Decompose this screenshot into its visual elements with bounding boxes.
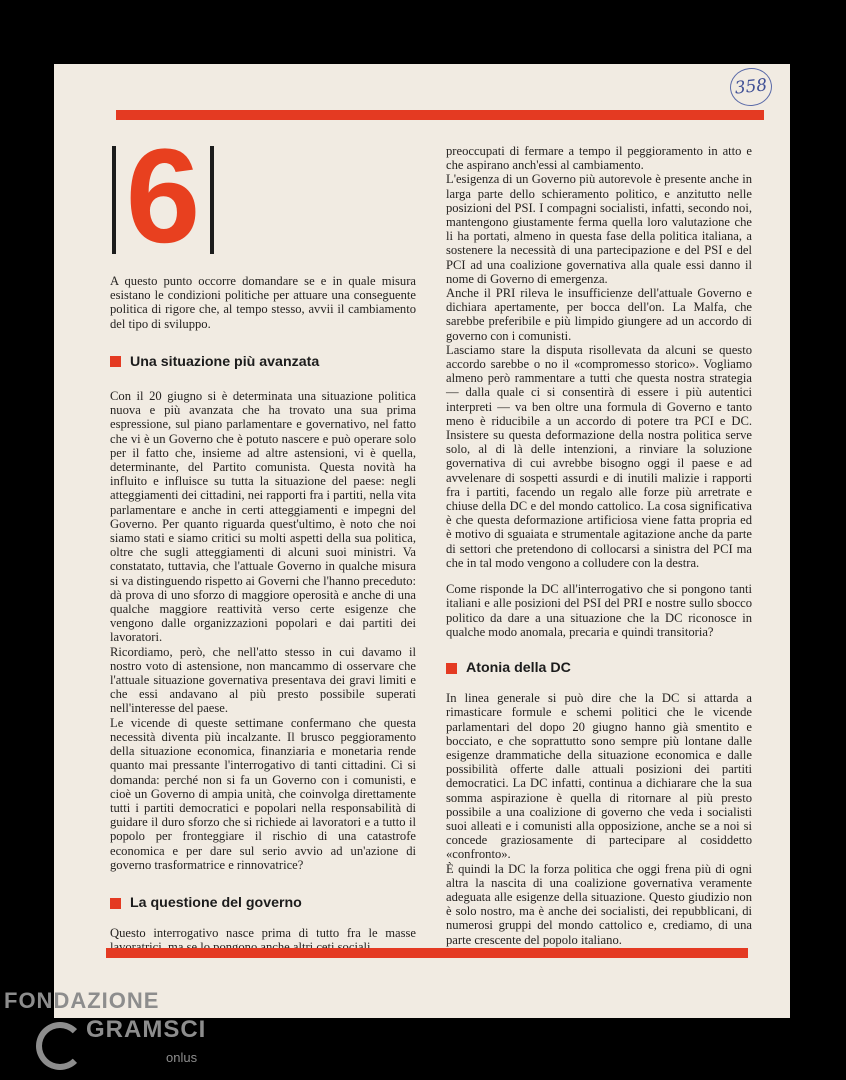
- paragraph: È quindi la DC la forza politica che oggi frena più di ogni altra la nascita di una coalizione governativa veramente adeguata alle esigenze della situazione. Questo giudizio non è solo nostro, ma è anche dei socialisti, dei repubblicani, di numerosi gruppi del mondo cattolico e, crediamo, di una parte crescente del popolo italiano.: [446, 861, 752, 947]
- intro-paragraph: A questo punto occorre domandare se e in quale misura esistano le condizioni politiche per attuare una conseguente politica di rigore che, al tempo stesso, avvii il cambiamento del tipo di sviluppo.: [110, 274, 416, 331]
- section-number-block: [112, 122, 220, 271]
- heading-questione: [110, 896, 416, 910]
- heading-situazione: [110, 355, 416, 369]
- red-square-icon: [446, 663, 457, 674]
- paragraph: In linea generale si può dire che la DC si attarda a rimasticare formule e schemi politici che le vicende parlamentari del dopo 20 giugno hanno già smentito e bocciato, e che soprattutto sono sempre più lontane dalle esigenze drammatiche della situazione economica e dalle possibilità offerte dalle attuali posizioni dei partiti democratici. La DC infatti, continua a dichiarare che la sua somma aspirazione è quella di ritornare al più presto possibile a una coalizione di governo che veda i socialisti suoi alleati e i comunisti alla opposizione, anche se a noi si concede graziosamente di partecipare al cosiddetto «confronto».: [446, 691, 752, 862]
- archive-stamp: 358: [728, 66, 774, 108]
- heading-questione-text: La questione del governo: [130, 894, 302, 911]
- paragraph: Le vicende di queste settimane confermano che questa necessità diventa più incalzante. Il brusco peggioramento della situazione economica, finanziaria e monetaria rende quanto mai pressante l'interrogativo di tanti cittadini. Ci si domanda: perché non si fa un Governo con i comunisti, e cioè un Governo di ampia unità, che coinvolga direttamente tutti i partiti democratici e popolari nella responsabilità di guidare il duro sforzo che si richiede ai lavoratori e a tutto il popolo per fronteggiare il rischio di una catastrofe economica e per dare sul serio avvio ad un'azione di governo trasformatrice e rinnovatrice?: [110, 715, 416, 872]
- bottom-red-band: [106, 948, 748, 958]
- heading-atonia: [446, 661, 752, 675]
- document-page: [54, 64, 790, 1018]
- paragraph: Ricordiamo, però, che nell'atto stesso in cui davamo il nostro voto di astensione, non mancammo di osservare che l'attuale situazione governativa presentava dei gravi limiti e che essi andavano al più presto possibile superati nell'interesse del paese.: [110, 644, 416, 716]
- watermark-line3: onlus: [166, 1050, 198, 1065]
- paragraph: Come risponde la DC all'interrogativo che si pongono tanti italiani e alle posizioni del PSI del PRI e nostre sullo sbocco politico da dare a una situazione che la DC riconosce in qualche modo anomala, precaria e quindi transitoria?: [446, 582, 752, 639]
- paragraph: L'esigenza di un Governo più autorevole è presente anche in larga parte dello schieramento politico, e anzitutto nelle posizioni del PSI. I compagni socialisti, infatti, secondo noi, mantengono giustamente ferma quella loro valutazione che li ha portati, almeno in questa fase della politica italiana, a sostenere la necessità di una partecipazione e del PSI e del PCI ad una coalizione governativa alla quale essi danno il nome di Governo di emergenza.: [446, 172, 752, 286]
- paragraph: Con il 20 giugno si è determinata una situazione politica nuova e più avanzata che ha trovato una sua prima espressione, sul piano parlamentare e governativo, nel fatto che vi è un Governo che è potuto nascere e può operare solo per il fatto che, insieme ad altre astensioni, vi è quella, determinante, del Partito comunista. Questa novità ha influito e influisce su tutta la situazione del paese: negli atteggiamenti dei cittadini, nei rapporti fra i partiti, nella vita parlamentare e anche in certi atteggiamenti e impegni del Governo. Per quanto riguarda quest'ultimo, è noto che noi siamo stati e siamo critici su molti aspetti della sua politica, oltre che sugli atteggiamenti di alcuni suoi ministri. Va constatato, tuttavia, che l'attuale Governo in qualche misura si va distinguendo rispetto ai Governi che l'hanno preceduto: dà prova di uno sforzo di maggiore operosità e anche di una qualche maggiore reattività verso certe esigenze che vengono dalle organizzazioni popolari e dai partiti dei lavoratori.: [110, 389, 416, 645]
- section-number: 6: [125, 122, 201, 271]
- foundation-watermark: [0, 984, 260, 1080]
- heading-atonia-text: Atonia della DC: [466, 659, 571, 676]
- number-right-bar: [210, 146, 214, 254]
- left-column: [110, 274, 416, 955]
- watermark-line2: GRAMSCI: [86, 1016, 207, 1043]
- paragraph: Anche il PRI rileva le insufficienze dell'attuale Governo e dichiara apertamente, per bocca dell'on. La Malfa, che sarebbe preferibile e più limpido giungere ad un accordo di governo con i comunisti.: [446, 286, 752, 343]
- heading-situazione-text: Una situazione più avanzata: [130, 353, 320, 370]
- paragraph: Lasciamo stare la disputa risollevata da alcuni se questo accordo sarebbe o no il «compromesso storico». Vogliamo almeno però rammentare a tutti che questa nostra strategia — dalla quale ci si consentirà di essere i più autentici interpreti — va ben oltre una formula di Governo e tanto meno è riducibile a un accordo di potere tra PCI e DC. Insistere su questa deformazione della nostra politica serve solo, al di là delle intenzioni, a rinviare la soluzione governativa di cui avrebbe bisogno oggi il paese e ad avvelenare di sospetti assurdi e di inutili malizie i rapporti fra i partiti, facendo un regalo alle forze più arretrate e chiuse della DC e del mondo cattolico. La cosa significativa è che questa deformazione artificiosa viene fatta propria ed è motivo di sguaiata e strumentale agitazione anche da parte di settori che pretendono di collocarsi a sinistra del PCI ma che in tal modo vengono a colludere con la destra.: [446, 342, 752, 570]
- watermark-line1: FONDAZIONE: [4, 988, 160, 1013]
- paragraph: Questo interrogativo nasce prima di tutto fra le masse: [110, 926, 416, 941]
- g-logo-icon: [36, 1022, 84, 1070]
- top-red-band: [116, 110, 764, 120]
- red-square-icon: [110, 356, 121, 367]
- red-square-icon: [110, 898, 121, 909]
- paragraph: preoccupati di fermare a tempo il peggioramento in atto e che aspirano anch'essi al cambiamento.: [446, 144, 752, 173]
- right-column: [446, 144, 752, 947]
